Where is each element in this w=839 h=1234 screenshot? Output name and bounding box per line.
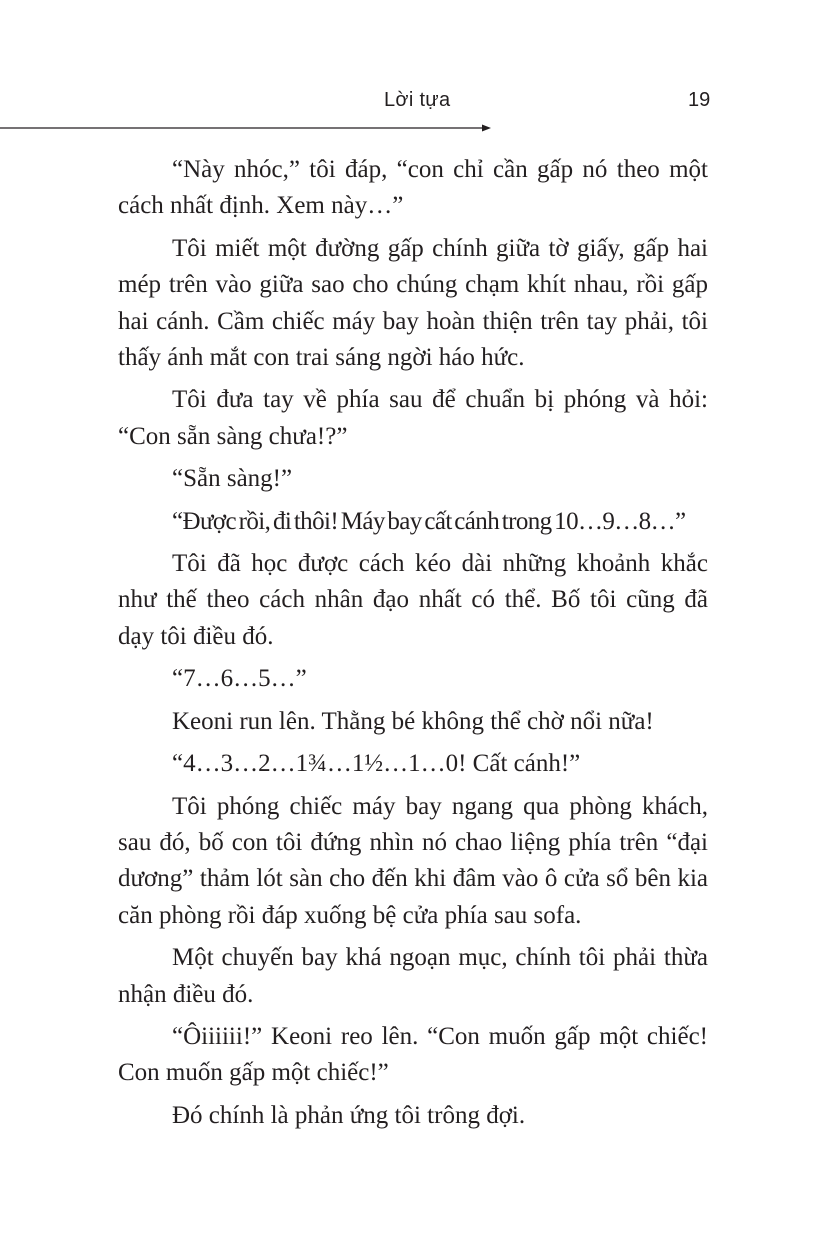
paragraph: “Sẵn sàng!” bbox=[172, 465, 293, 493]
paragraph: “4…3…2…1¾…1½…1…0! Cất cánh!” bbox=[172, 750, 581, 778]
paragraph: Một chuyến bay khá ngoạn mục, chính tôi phải thừa nhận điều đó. bbox=[118, 944, 708, 1008]
paragraph: “Được rồi, đi thôi! Máy bay cất cánh trong 10…9…8…” bbox=[172, 507, 686, 535]
paragraph: “Này nhóc,” tôi đáp, “con chỉ cần gấp nó theo một cách nhất định. Xem này…” bbox=[118, 156, 708, 220]
header-rule-arrow bbox=[0, 122, 492, 134]
paragraph: Tôi phóng chiếc máy bay ngang qua phòng khách, sau đó, bố con tôi đứng nhìn nó chao liệng phía trên “đại dương” thảm lót sàn cho đến khi đâm vào ô cửa sổ bên kia căn phòng rồi đáp xuống bệ cửa phía sau sofa. bbox=[118, 792, 708, 929]
paragraph: Tôi miết một đường gấp chính giữa tờ giấy, gấp hai mép trên vào giữa sao cho chúng chạm khít nhau, rồi gấp hai cánh. Cầm chiếc máy bay hoàn thiện trên tay phải, tôi thấy ánh mắt con trai sáng ngời háo hức. bbox=[118, 234, 708, 372]
page-header bbox=[0, 0, 839, 140]
body-text bbox=[118, 152, 708, 1140]
paragraph: “Ôiiiiii!” Keoni reo lên. “Con muốn gấp một chiếc! Con muốn gấp một chiếc!” bbox=[118, 1022, 708, 1087]
paragraph: Đó chính là phản ứng tôi trông đợi. bbox=[172, 1101, 526, 1129]
paragraph: “7…6…5…” bbox=[172, 665, 307, 693]
paragraph: Tôi đưa tay về phía sau để chuẩn bị phóng và hỏi: “Con sẵn sàng chưa!?” bbox=[118, 386, 708, 450]
page-number: 19 bbox=[688, 89, 711, 111]
paragraph: Tôi đã học được cách kéo dài những khoảnh khắc như thế theo cách nhân đạo nhất có thể. Bố tôi cũng đã dạy tôi điều đó. bbox=[118, 550, 708, 650]
running-title: Lời tựa bbox=[384, 89, 451, 111]
paragraph: Keoni run lên. Thằng bé không thể chờ nổi nữa! bbox=[172, 707, 654, 735]
